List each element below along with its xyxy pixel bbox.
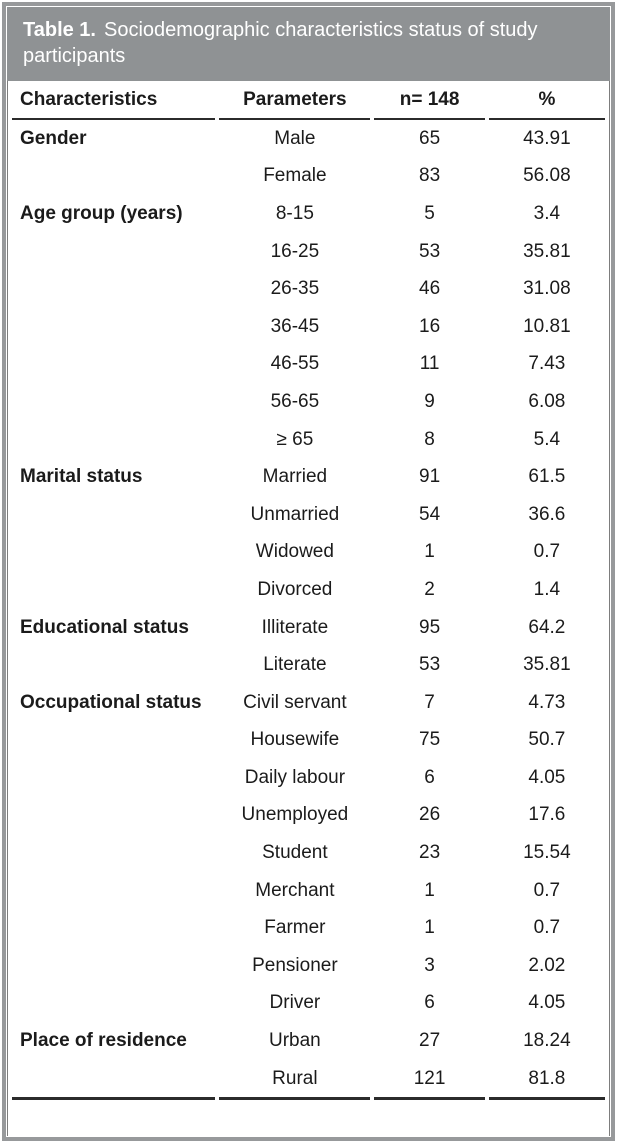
parameter-value: Civil servant	[243, 691, 347, 713]
parameter-value: Illiterate	[261, 616, 329, 638]
count-value: 1	[424, 917, 435, 939]
count-value: 54	[419, 503, 441, 525]
percent-value: 10.81	[523, 315, 571, 337]
parameter-value: 16-25	[270, 240, 320, 262]
count-value: 9	[424, 390, 435, 412]
table-content	[7, 81, 610, 1136]
count-value: 7	[424, 691, 435, 713]
characteristic-group-label	[12, 421, 215, 459]
characteristic-group-label: Occupational status	[20, 691, 202, 713]
characteristic-group-label	[12, 985, 215, 1023]
table-number: Table 1.	[23, 19, 96, 41]
percent-value: 18.24	[523, 1030, 571, 1052]
table-row	[12, 270, 605, 308]
count-value: 65	[419, 127, 441, 149]
characteristic-group-label: Gender	[20, 127, 87, 149]
characteristic-group-label	[12, 1060, 215, 1101]
count-value: 1	[424, 879, 435, 901]
column-header-parameters: Parameters	[219, 81, 370, 120]
table-row	[12, 120, 605, 158]
count-value: 11	[419, 353, 440, 375]
header-row	[12, 81, 605, 120]
parameter-value: Widowed	[255, 541, 334, 563]
table-1-panel	[2, 2, 615, 1141]
column-header-n: n= 148	[374, 81, 484, 120]
characteristic-group-label	[12, 571, 215, 609]
footer-spacer	[8, 1100, 609, 1136]
characteristic-group-label	[12, 158, 215, 196]
percent-value: 0.7	[533, 917, 561, 939]
count-value: 121	[374, 1060, 484, 1101]
characteristic-group-label	[12, 646, 215, 684]
percent-value: 3.4	[533, 202, 561, 224]
sociodemographic-table	[8, 81, 609, 1100]
percent-value: 56.08	[523, 165, 571, 187]
percent-value: 50.7	[528, 729, 566, 751]
table-row	[12, 308, 605, 346]
percent-value: 1.4	[533, 578, 561, 600]
count-value: 1	[424, 541, 435, 563]
table-row	[12, 759, 605, 797]
count-value: 53	[419, 240, 441, 262]
percent-value: 4.05	[528, 992, 566, 1014]
parameter-value: ≥ 65	[276, 428, 314, 450]
percent-value: 15.54	[523, 842, 571, 864]
characteristic-group-label	[12, 308, 215, 346]
count-value: 75	[419, 729, 441, 751]
count-value: 5	[424, 202, 435, 224]
table-row	[12, 1060, 605, 1101]
count-value: 83	[419, 165, 441, 187]
parameter-value: Female	[263, 165, 327, 187]
count-value: 16	[419, 315, 441, 337]
count-value: 3	[424, 954, 435, 976]
table-row	[12, 346, 605, 384]
table-row	[12, 872, 605, 910]
table-row	[12, 609, 605, 647]
percent-value: 17.6	[528, 804, 566, 826]
percent-value: 5.4	[533, 428, 561, 450]
percent-value: 81.8	[489, 1060, 605, 1101]
column-header-characteristics: Characteristics	[12, 81, 215, 120]
characteristic-group-label	[12, 759, 215, 797]
characteristic-group-label	[12, 496, 215, 534]
parameter-value: Male	[274, 127, 316, 149]
percent-value: 4.73	[528, 691, 566, 713]
table-row	[12, 1022, 605, 1060]
count-value: 2	[424, 578, 435, 600]
column-header-percent: %	[489, 81, 605, 120]
table-row	[12, 195, 605, 233]
table-row	[12, 534, 605, 572]
parameter-value: Urban	[269, 1030, 321, 1052]
percent-value: 64.2	[528, 616, 566, 638]
parameter-value: Merchant	[255, 879, 335, 901]
parameter-value: Farmer	[264, 917, 326, 939]
count-value: 6	[424, 992, 435, 1014]
percent-value: 2.02	[528, 954, 566, 976]
characteristic-group-label	[12, 797, 215, 835]
percent-value: 36.6	[528, 503, 566, 525]
count-value: 6	[424, 766, 435, 788]
parameter-value: Student	[262, 842, 328, 864]
table-row	[12, 233, 605, 271]
characteristic-group-label	[12, 872, 215, 910]
table-row	[12, 421, 605, 459]
characteristic-group-label	[12, 909, 215, 947]
percent-value: 43.91	[523, 127, 571, 149]
parameter-value: 26-35	[270, 278, 320, 300]
percent-value: 0.7	[533, 879, 561, 901]
table-caption-text: Sociodemographic characteristics status of study participants	[23, 19, 538, 67]
table-row	[12, 684, 605, 722]
characteristic-group-label	[12, 834, 215, 872]
table-row	[12, 834, 605, 872]
characteristic-group-label: Educational status	[20, 616, 189, 638]
characteristic-group-label	[12, 346, 215, 384]
percent-value: 35.81	[523, 654, 571, 676]
parameter-value: Daily labour	[244, 766, 346, 788]
characteristic-group-label: Marital status	[20, 466, 143, 488]
table-row	[12, 985, 605, 1023]
percent-value: 35.81	[523, 240, 571, 262]
parameter-value: Unmarried	[250, 503, 340, 525]
characteristic-group-label	[12, 947, 215, 985]
characteristic-group-label	[12, 534, 215, 572]
table-row	[12, 458, 605, 496]
count-value: 27	[419, 1030, 441, 1052]
table-row	[12, 797, 605, 835]
table-row	[12, 571, 605, 609]
characteristic-group-label	[12, 233, 215, 271]
count-value: 95	[419, 616, 441, 638]
parameter-value: Literate	[263, 654, 327, 676]
count-value: 91	[419, 466, 441, 488]
table-row	[12, 496, 605, 534]
parameter-value: Driver	[269, 992, 321, 1014]
table-row	[12, 646, 605, 684]
table-caption	[7, 7, 610, 81]
table-row	[12, 722, 605, 760]
count-value: 26	[419, 804, 441, 826]
percent-value: 0.7	[533, 541, 561, 563]
parameter-value: Divorced	[257, 578, 333, 600]
table-row	[12, 158, 605, 196]
table-row	[12, 909, 605, 947]
parameter-value: 36-45	[270, 315, 320, 337]
percent-value: 7.43	[528, 353, 566, 375]
percent-value: 6.08	[528, 390, 566, 412]
parameter-value: Married	[262, 466, 328, 488]
characteristic-group-label	[12, 270, 215, 308]
characteristic-group-label: Place of residence	[20, 1030, 187, 1052]
parameter-value: 56-65	[270, 390, 320, 412]
parameter-value: Housewife	[250, 729, 340, 751]
table-row	[12, 383, 605, 421]
parameter-value: Pensioner	[252, 954, 338, 976]
count-value: 23	[419, 842, 441, 864]
percent-value: 61.5	[528, 466, 566, 488]
parameter-value: Rural	[219, 1060, 370, 1101]
parameter-value: Unemployed	[241, 804, 349, 826]
percent-value: 4.05	[528, 766, 566, 788]
percent-value: 31.08	[523, 278, 571, 300]
parameter-value: 8-15	[275, 202, 314, 224]
table-row	[12, 947, 605, 985]
characteristic-group-label	[12, 722, 215, 760]
characteristic-group-label: Age group (years)	[20, 202, 183, 224]
count-value: 53	[419, 654, 441, 676]
parameter-value: 46-55	[270, 353, 320, 375]
count-value: 8	[424, 428, 435, 450]
count-value: 46	[419, 278, 441, 300]
characteristic-group-label	[12, 383, 215, 421]
